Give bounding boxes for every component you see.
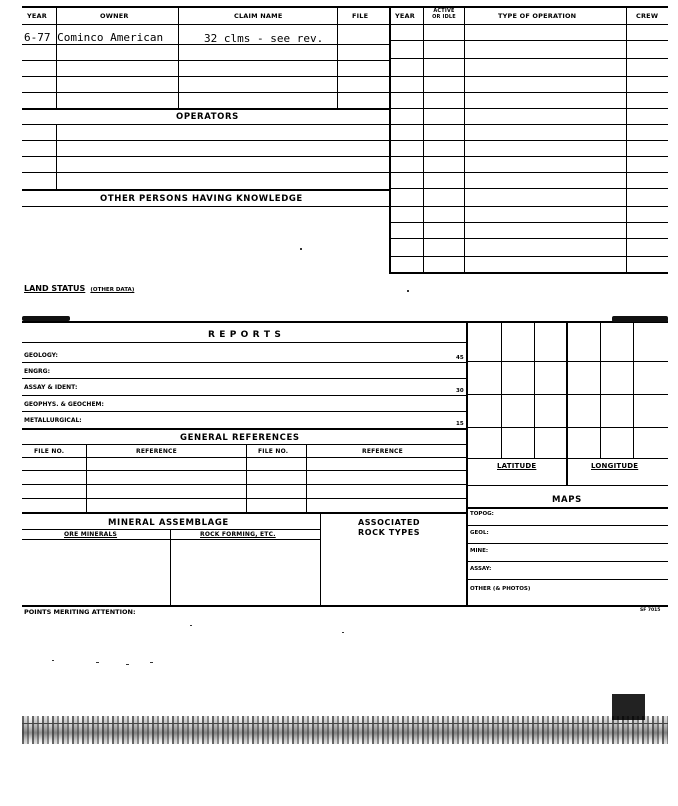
report-num-geology: 45 (456, 355, 464, 361)
report-num-metallurgical: 15 (456, 421, 464, 427)
reports-top-band (22, 321, 668, 323)
scan-speck (342, 632, 344, 633)
scan-speck (300, 248, 302, 250)
other-persons-header-line (22, 206, 389, 207)
operators-row (22, 140, 389, 141)
ore-minerals-header: ORE MINERALS (64, 531, 118, 538)
right-row-line (389, 92, 668, 93)
scan-speck (126, 664, 129, 665)
map-row-line (466, 579, 668, 580)
operators-row (22, 172, 389, 173)
col-active-header (425, 8, 463, 20)
mineral-associated-divider (320, 512, 321, 605)
row-line (22, 60, 389, 61)
form-code: SF 7015 (640, 608, 661, 613)
grid-line (633, 323, 634, 458)
mineral-top-line (22, 512, 466, 514)
associated-label: ASSOCIATED (358, 518, 421, 527)
report-label-engrg: ENGRG: (24, 368, 50, 375)
grid-line (501, 323, 502, 458)
scan-noise-band (22, 716, 668, 744)
scan-speck (96, 662, 99, 663)
row-line (22, 92, 389, 93)
general-references-top-line (22, 428, 466, 430)
claim-entry: 32 clms - see rev. (204, 32, 324, 45)
main-vertical-divider (389, 6, 391, 272)
top-border (22, 6, 668, 8)
operators-top-line (22, 108, 389, 110)
col-year-header: YEAR (27, 12, 47, 20)
right-row-line (389, 206, 668, 207)
col-crew-header: CREW (636, 12, 659, 20)
right-row-line (389, 238, 668, 239)
active-type-divider (464, 6, 465, 272)
scan-speck (407, 290, 409, 292)
map-item-topog: TOPOG: (470, 511, 494, 517)
report-num-assay: 30 (456, 388, 464, 394)
land-status-note: (OTHER DATA) (90, 287, 135, 293)
report-label-geophys: GEOPHYS. & GEOCHEM: (24, 401, 104, 408)
longitude-label: LONGITUDE (591, 462, 639, 470)
scan-speck (190, 625, 192, 626)
type-crew-divider (626, 6, 627, 272)
ore-rock-divider (170, 529, 171, 605)
ref-row-line (22, 457, 466, 458)
mineral-assemblage-title: MINERAL ASSEMBLAGE (108, 518, 229, 528)
year2-active-divider (423, 6, 424, 272)
latitude-label: LATITUDE (497, 462, 537, 470)
grid-line (534, 323, 535, 458)
ref-reference-1-header: REFERENCE (136, 448, 177, 455)
report-row-line (22, 362, 466, 363)
mineral-sub-line-2 (22, 539, 320, 540)
grid-line-h (466, 394, 668, 395)
col-type-of-operation-header: TYPE OF OPERATION (498, 12, 577, 20)
col-claim-name-header: CLAIM NAME (234, 12, 283, 20)
header-bottom-line (22, 24, 668, 25)
right-row-line (389, 188, 668, 189)
map-item-geol: GEOL: (470, 530, 489, 536)
map-item-assay: ASSAY: (470, 566, 492, 572)
scan-speck (150, 662, 153, 663)
maps-header-line (466, 507, 668, 509)
coords-bottom-line (466, 485, 668, 486)
right-row-line (389, 108, 668, 109)
ref-col-divider (306, 444, 307, 512)
rock-forming-header: ROCK FORMING, ETC. (200, 531, 276, 538)
ref-row-line (22, 498, 466, 499)
col-owner-header: OWNER (100, 12, 129, 20)
grid-line-h (466, 361, 668, 362)
report-row-line (22, 378, 466, 379)
mineral-sub-line (22, 529, 320, 530)
right-row-line (389, 76, 668, 77)
right-row-line (389, 156, 668, 157)
references-header-line (22, 444, 466, 445)
report-row-line (22, 395, 466, 396)
right-row-line (389, 256, 668, 257)
top-block-bottom-line (389, 272, 668, 274)
operators-row (22, 156, 389, 157)
maps-title: MAPS (552, 495, 582, 505)
scan-noise-line (22, 723, 668, 724)
right-row-line (389, 140, 668, 141)
active-label: ACTIVE (433, 8, 455, 14)
report-label-assay: ASSAY & IDENT: (24, 384, 78, 391)
right-row-line (389, 172, 668, 173)
other-persons-top-line (22, 189, 389, 191)
grid-line-h (466, 427, 668, 428)
report-label-geology: GEOLOGY: (24, 352, 58, 359)
ref-file-no-1-header: FILE NO. (34, 448, 65, 455)
scan-smudge-right (612, 316, 668, 322)
grid-line (600, 323, 601, 458)
reports-title: R E P O R T S (208, 330, 282, 340)
scan-speck (52, 660, 54, 661)
right-row-line (389, 124, 668, 125)
general-references-title: GENERAL REFERENCES (180, 433, 300, 443)
reports-bottom-line (22, 605, 668, 607)
operators-title: OPERATORS (176, 112, 239, 122)
reports-right-divider (466, 323, 468, 605)
ref-file-no-2-header: FILE NO. (258, 448, 289, 455)
owner-entry: 6-77 Cominco American (24, 31, 164, 44)
right-row-line (389, 58, 668, 59)
map-item-other: OTHER (& PHOTOS) (470, 586, 531, 592)
report-label-metallurgical: METALLURGICAL: (24, 417, 82, 424)
map-item-mine: MINE: (470, 548, 489, 554)
operators-header-line (22, 124, 389, 125)
map-row-line (466, 561, 668, 562)
map-row-line (466, 525, 668, 526)
reports-header-line (22, 342, 466, 343)
land-status-heading (24, 276, 134, 295)
operators-col-divider (56, 124, 57, 190)
rock-types-label: ROCK TYPES (358, 528, 421, 537)
ref-row-line (22, 470, 466, 471)
col-file-header: FILE (352, 12, 369, 20)
row-line (22, 76, 389, 77)
or-idle-label: OR IDLE (432, 14, 456, 20)
ref-row-line (22, 484, 466, 485)
map-row-line (466, 543, 668, 544)
ref-col-divider (246, 444, 247, 512)
ref-col-divider (86, 444, 87, 512)
report-row-line (22, 411, 466, 412)
other-persons-title: OTHER PERSONS HAVING KNOWLEDGE (100, 194, 303, 204)
points-meriting-label: POINTS MERITING ATTENTION: (24, 608, 136, 616)
right-row-line (389, 222, 668, 223)
grid-center-line (566, 323, 568, 485)
ref-reference-2-header: REFERENCE (362, 448, 403, 455)
right-row-line (389, 40, 668, 41)
land-status-title: LAND STATUS (24, 284, 86, 293)
grid-line-h (466, 458, 668, 459)
col-year2-header: YEAR (395, 12, 415, 20)
